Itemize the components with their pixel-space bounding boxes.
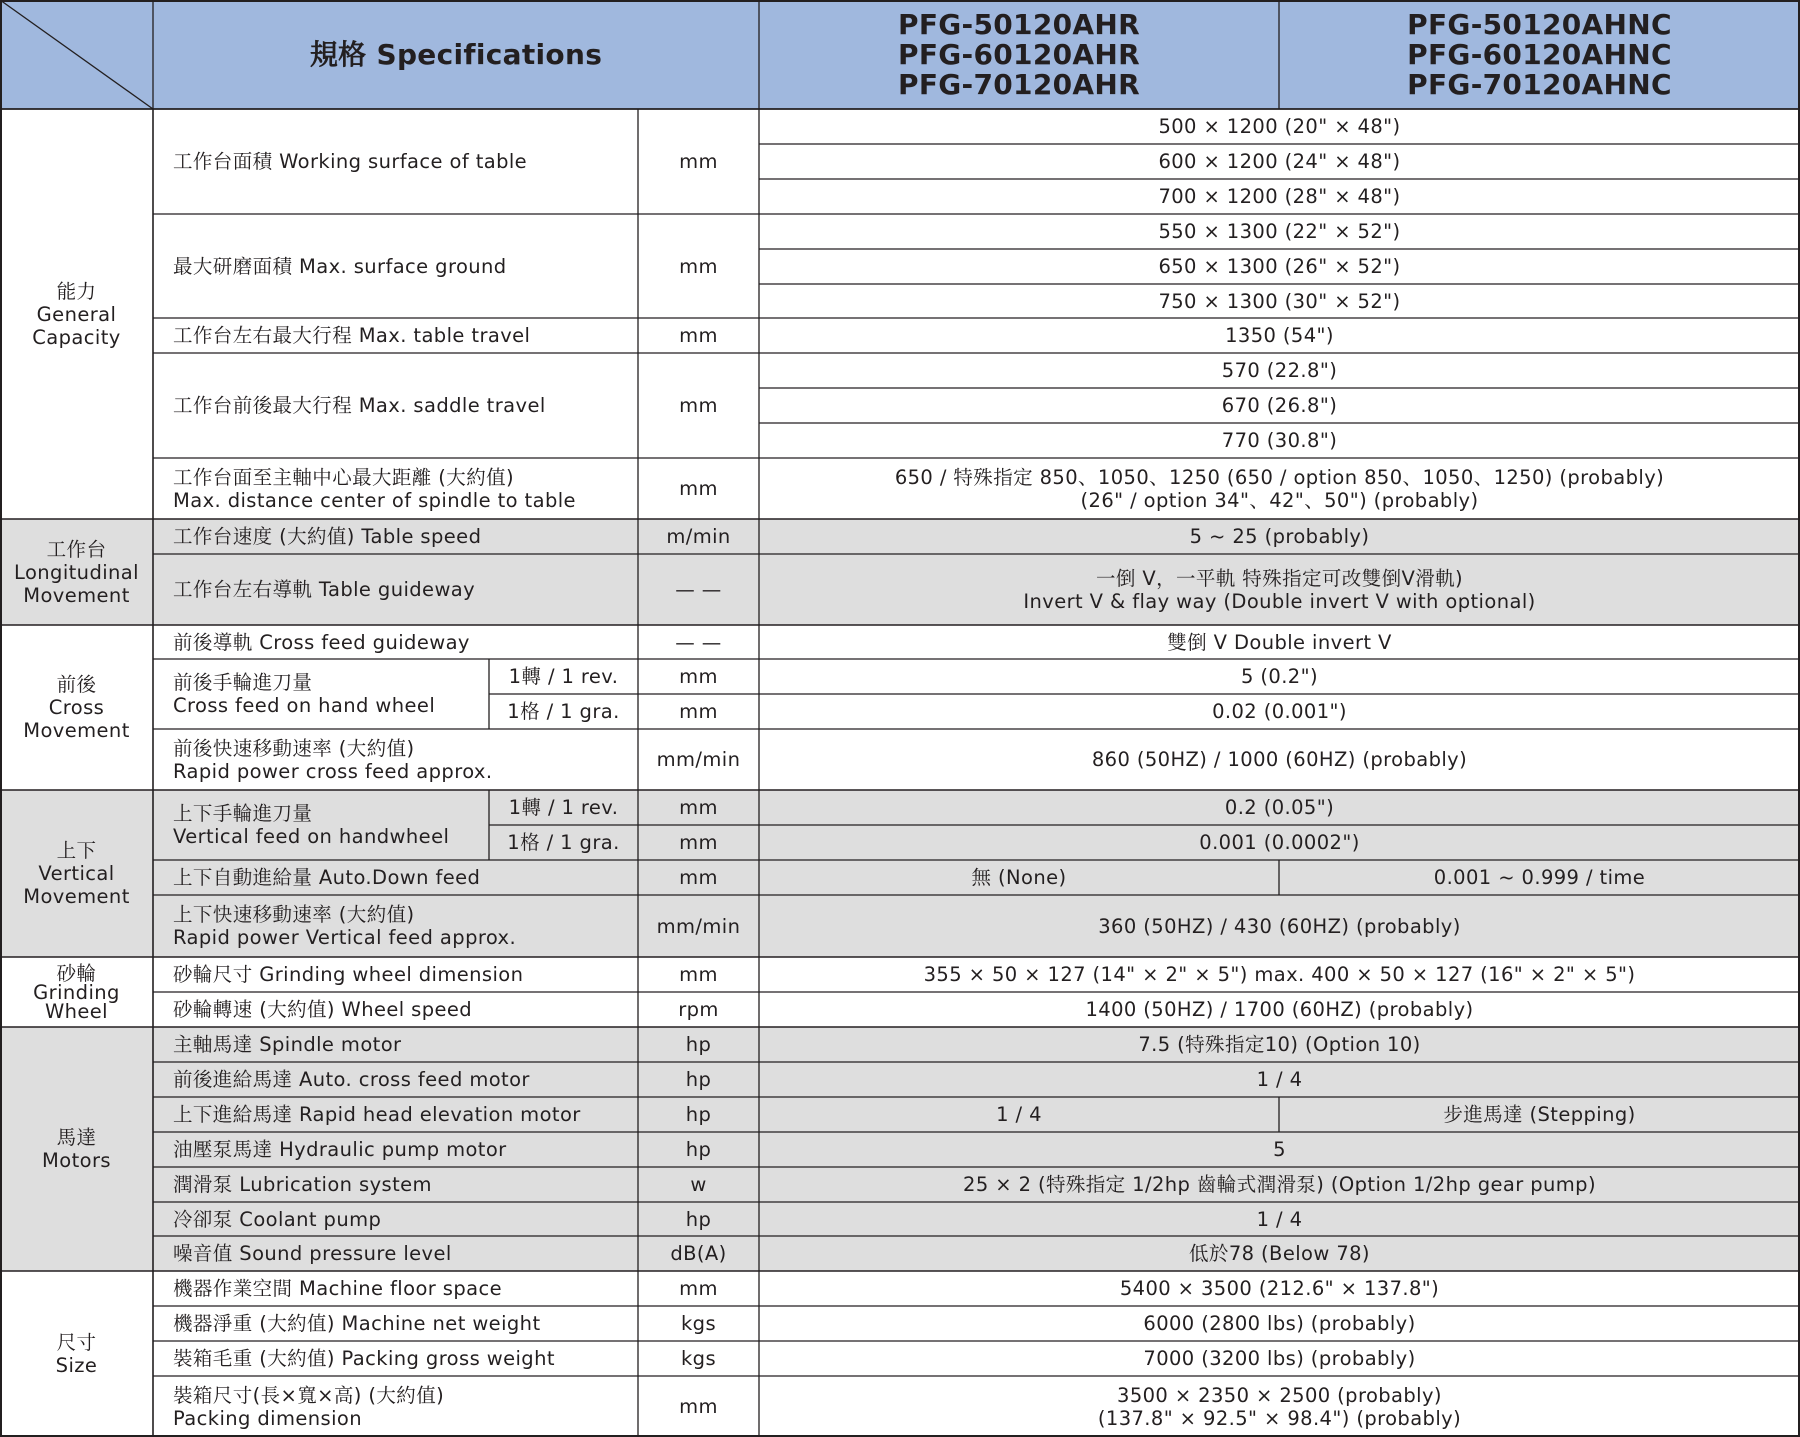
unit-working-surface: mm [679,150,718,173]
item-table-guideway: 工作台左右導軌 Table guideway [173,578,476,601]
value-elevation-motor-a: 1 / 4 [996,1103,1042,1126]
sub-vertical-rev: 1轉 / 1 rev. [508,796,619,819]
value-wheel-dimension: 355 × 50 × 127 (14" × 2" × 5") max. 400 × 50 × 127 (16" × 2" × 5") [923,963,1636,986]
item-wheel-dimension: 砂輪尺寸 Grinding wheel dimension [173,963,524,986]
value-wheel-speed: 1400 (50HZ) / 1700 (60HZ) (probably) [1085,998,1474,1021]
unit-cross-rapid: mm/min [656,748,741,771]
value-cross-guideway: 雙倒 V Double invert V [1167,630,1392,654]
item-lubrication: 潤滑泵 Lubrication system [173,1173,432,1196]
item-cross-handwheel: 前後手輪進刀量 Cross feed on hand wheel [173,671,436,717]
unit-vertical-gra: mm [679,831,718,854]
header-title: 規格 Specifications [153,0,759,109]
value-saddle-travel-3: 770 (30.8") [1221,429,1338,452]
unit-hydraulic-motor: hp [685,1138,712,1161]
unit-cross-feed-motor: hp [685,1068,712,1091]
value-coolant-pump: 1 / 4 [1256,1207,1303,1231]
category-cross-movement: 前後 Cross Movement [23,673,130,742]
value-cross-feed-motor: 1 / 4 [1256,1068,1303,1091]
item-vertical-rapid: 上下快速移動速率 (大約值) Rapid power Vertical feed approx. [173,903,517,949]
unit-table-travel: mm [679,324,718,347]
value-floor-space: 5400 × 3500 (212.6" × 137.8") [1119,1277,1440,1300]
category-size: 尺寸 Size [55,1331,98,1377]
value-elevation-motor-b: 步進馬達 (Stepping) [1443,1103,1636,1126]
unit-lubrication: w [690,1173,707,1196]
unit-elevation-motor: hp [685,1103,712,1126]
value-hydraulic-motor: 5 [1273,1138,1286,1161]
value-gross-weight: 7000 (3200 lbs) (probably) [1143,1347,1416,1370]
value-max-surface-2: 650 × 1300 (26" × 52") [1158,255,1401,278]
header-model-group-a: PFG-50120AHR PFG-60120AHR PFG-70120AHR [759,0,1279,109]
unit-sound-level: dB(A) [670,1242,727,1265]
unit-coolant-pump: hp [685,1207,712,1231]
unit-packing-dimension: mm [679,1395,718,1418]
unit-gross-weight: kgs [680,1347,717,1370]
unit-wheel-dimension: mm [679,963,718,986]
item-packing-dimension: 裝箱尺寸(長×寬×高) (大約值) Packing dimension [173,1383,445,1430]
unit-max-surface: mm [679,254,718,278]
value-saddle-travel-1: 570 (22.8") [1221,359,1338,382]
unit-table-guideway: — — [675,578,722,601]
item-working-surface: 工作台面積 Working surface of table [173,150,528,173]
value-working-surface-2: 600 × 1200 (24" × 48") [1158,150,1401,173]
item-floor-space: 機器作業空間 Machine floor space [173,1277,502,1300]
item-wheel-speed: 砂輪轉速 (大約值) Wheel speed [173,998,473,1021]
category-grinding-wheel: 砂輪 Grinding Wheel [33,961,120,1023]
item-table-travel: 工作台左右最大行程 Max. table travel [173,324,531,347]
unit-cross-gra: mm [679,700,718,723]
unit-saddle-travel: mm [679,394,718,417]
value-net-weight: 6000 (2800 lbs) (probably) [1143,1312,1416,1335]
value-table-speed: 5 ~ 25 (probably) [1189,525,1370,548]
unit-vertical-rev: mm [679,796,718,819]
item-auto-down-feed: 上下自動進給量 Auto.Down feed [173,866,481,889]
unit-floor-space: mm [679,1277,718,1300]
category-general-capacity: 能力 General Capacity [32,279,121,349]
category-motors: 馬達 Motors [42,1126,111,1172]
value-packing-dimension: 3500 × 2350 × 2500 (probably) (137.8" × 92.5" × 98.4") (probably) [1097,1383,1462,1430]
sub-cross-gra: 1格 / 1 gra. [507,700,620,723]
item-spindle-distance: 工作台面至主軸中心最大距離 (大約值) Max. distance center of spindle to table [173,465,576,512]
sub-vertical-gra: 1格 / 1 gra. [507,831,620,854]
value-vertical-rapid: 360 (50HZ) / 430 (60HZ) (probably) [1098,914,1461,938]
value-sound-level: 低於78 (Below 78) [1189,1242,1370,1265]
value-spindle-motor: 7.5 (特殊指定10) (Option 10) [1138,1033,1421,1056]
item-sound-level: 噪音值 Sound pressure level [173,1242,452,1265]
value-max-surface-3: 750 × 1300 (30" × 52") [1158,289,1401,313]
value-spindle-distance: 650 / 特殊指定 850、1050、1250 (650 / option 850、1050、1250) (probably) (26" / option 34"、42"、50") (probably) [894,465,1665,512]
unit-vertical-rapid: mm/min [656,914,741,938]
item-cross-feed-motor: 前後進給馬達 Auto. cross feed motor [173,1068,530,1091]
item-max-surface: 最大研磨面積 Max. surface ground [173,254,507,278]
value-cross-rev: 5 (0.2") [1240,665,1318,688]
item-saddle-travel: 工作台前後最大行程 Max. saddle travel [173,394,546,417]
value-cross-rapid: 860 (50HZ) / 1000 (60HZ) (probably) [1091,748,1468,771]
value-saddle-travel-2: 670 (26.8") [1221,394,1338,417]
value-lubrication: 25 × 2 (特殊指定 1/2hp 齒輪式潤滑泵) (Option 1/2hp gear pump) [963,1173,1596,1196]
item-table-speed: 工作台速度 (大約值) Table speed [173,525,482,548]
value-cross-gra: 0.02 (0.001") [1212,700,1347,723]
unit-cross-rev: mm [679,665,718,688]
value-auto-down-feed-b: 0.001 ~ 0.999 / time [1433,866,1646,889]
value-auto-down-feed-a: 無 (None) [971,866,1067,889]
item-vertical-handwheel: 上下手輪進刀量 Vertical feed on handwheel [173,802,450,848]
item-gross-weight: 裝箱毛重 (大約值) Packing gross weight [173,1347,555,1370]
unit-auto-down-feed: mm [679,866,718,889]
value-vertical-rev: 0.2 (0.05") [1224,796,1335,819]
item-coolant-pump: 冷卻泵 Coolant pump [173,1207,382,1231]
item-hydraulic-motor: 油壓泵馬達 Hydraulic pump motor [173,1138,507,1161]
value-table-travel: 1350 (54") [1225,324,1334,347]
unit-net-weight: kgs [680,1312,717,1335]
value-working-surface-3: 700 × 1200 (28" × 48") [1158,185,1401,208]
unit-spindle-distance: mm [679,477,718,500]
item-spindle-motor: 主軸馬達 Spindle motor [173,1033,402,1056]
category-vertical-movement: 上下 Vertical Movement [23,839,130,908]
unit-wheel-speed: rpm [678,998,719,1021]
value-working-surface-1: 500 × 1200 (20" × 48") [1158,115,1401,138]
value-vertical-gra: 0.001 (0.0002") [1199,831,1360,854]
item-cross-rapid: 前後快速移動速率 (大約值) Rapid power cross feed approx. [173,736,493,783]
item-elevation-motor: 上下進給馬達 Rapid head elevation motor [173,1103,581,1126]
value-table-guideway: 一倒 V，一平軌 特殊指定可改雙倒V滑軌) Invert V & flay way (Double invert V with optional) [1023,566,1536,613]
unit-cross-guideway: — — [675,630,722,654]
unit-table-speed: m/min [666,525,731,548]
value-max-surface-1: 550 × 1300 (22" × 52") [1158,220,1401,243]
unit-spindle-motor: hp [685,1033,712,1056]
header-corner-cell [0,0,153,109]
sub-cross-rev: 1轉 / 1 rev. [508,665,619,688]
category-longitudinal-movement: 工作台 Longitudinal Movement [14,537,139,607]
header-model-group-b: PFG-50120AHNC PFG-60120AHNC PFG-70120AHNC [1279,0,1800,109]
item-net-weight: 機器淨重 (大約值) Machine net weight [173,1312,541,1335]
item-cross-guideway: 前後導軌 Cross feed guideway [173,630,470,654]
